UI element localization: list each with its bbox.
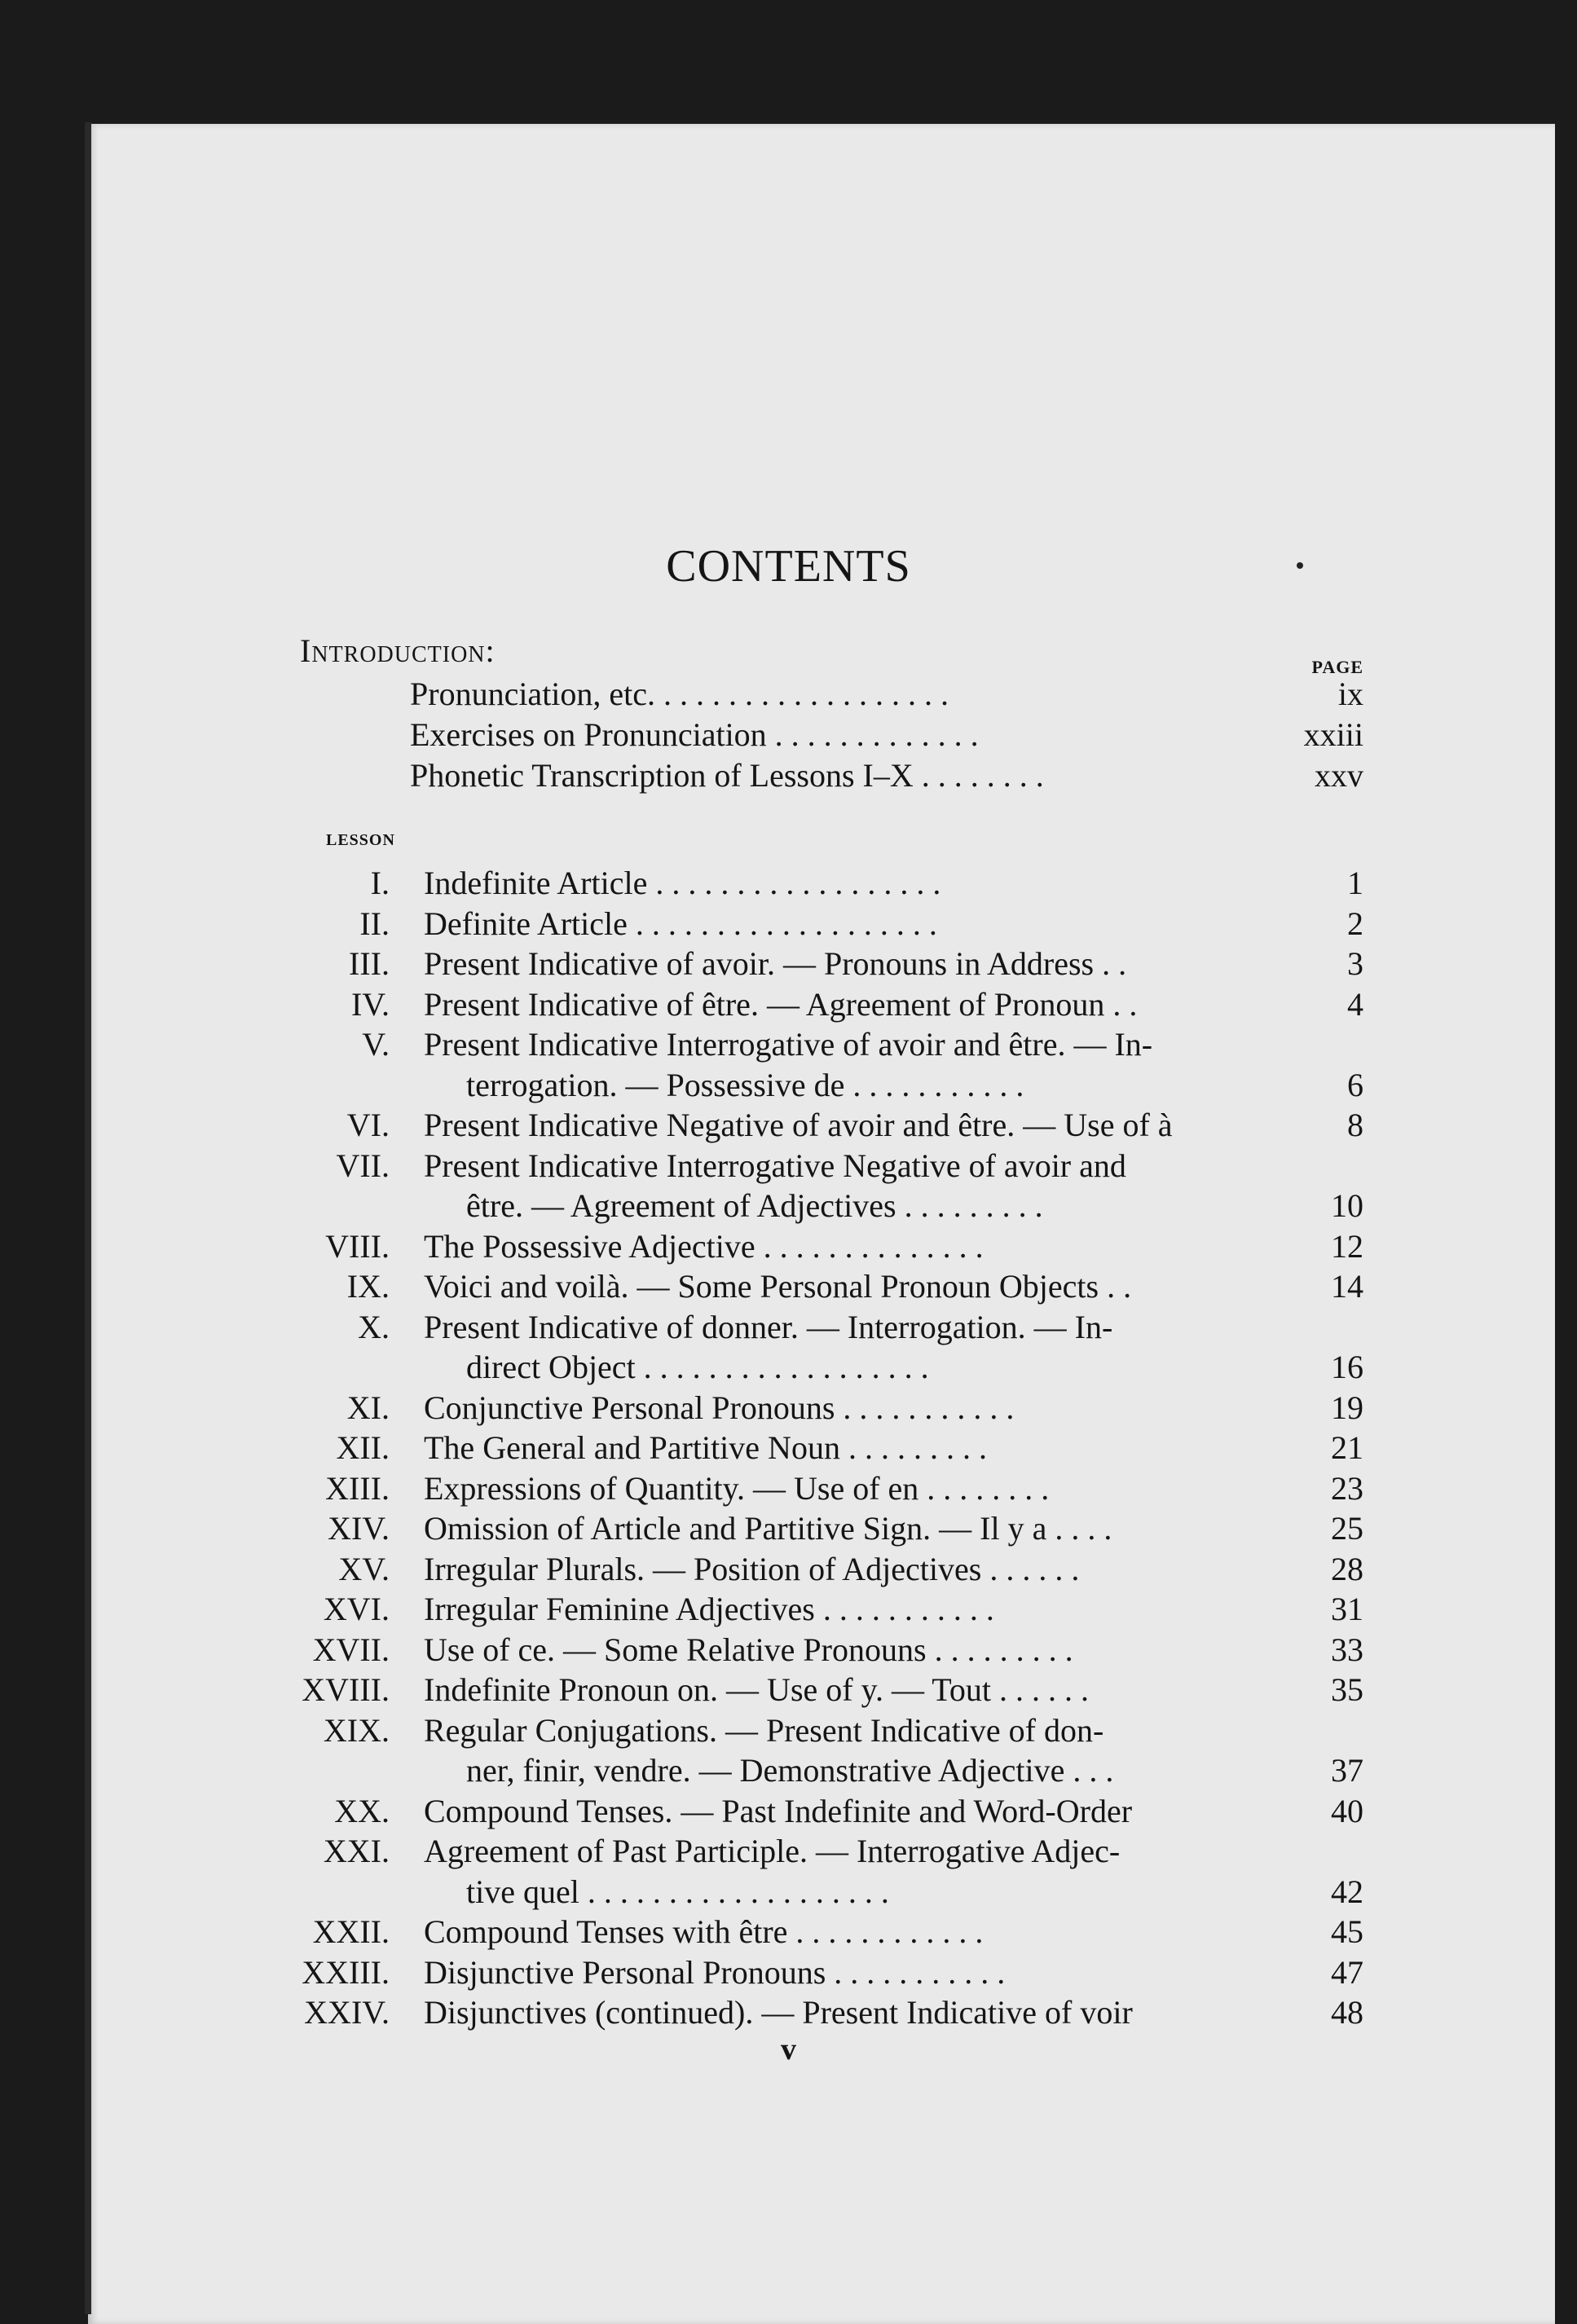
- lesson-page: 14: [1331, 1268, 1363, 1305]
- lesson-title: Present Indicative Interrogative Negative of avoir and: [424, 1147, 1126, 1184]
- lesson-title: terrogation. — Possessive de . . . . . . . . . . .: [466, 1066, 1024, 1103]
- lesson-page: 37: [1331, 1752, 1363, 1789]
- lesson-title: Indefinite Article . . . . . . . . . . . . . . . . . .: [424, 865, 941, 901]
- lesson-number: I.: [370, 865, 390, 901]
- lesson-title: The General and Partitive Noun . . . . . . . . .: [424, 1429, 987, 1466]
- lesson-line: [466, 1186, 1363, 1226]
- lesson-page: 25: [1331, 1510, 1363, 1547]
- lesson-line: [349, 944, 1363, 984]
- lesson-line: [323, 1711, 1363, 1750]
- lesson-line: [466, 1348, 1363, 1387]
- intro-item-text: Pronunciation, etc. . . . . . . . . . . . . . . . . . .: [410, 676, 949, 712]
- lesson-number: XXII.: [312, 1913, 390, 1950]
- lesson-line: [323, 1832, 1363, 1871]
- lesson-line: [346, 1389, 1363, 1428]
- lesson-page: 19: [1331, 1389, 1363, 1426]
- intro-item-text: Exercises on Pronunciation . . . . . . . . . . . . .: [410, 716, 979, 753]
- lesson-page: 6: [1347, 1066, 1363, 1103]
- lesson-page: 28: [1331, 1550, 1363, 1587]
- lesson-title: Present Indicative of avoir. — Pronouns in Address . .: [424, 945, 1127, 982]
- lesson-number: XVII.: [312, 1631, 390, 1668]
- lesson-title: Disjunctives (continued). — Present Indicative of voir: [424, 1994, 1133, 2031]
- lesson-number: V.: [362, 1026, 390, 1063]
- lesson-page: 45: [1331, 1913, 1363, 1950]
- lesson-line: [336, 1147, 1363, 1186]
- lesson-line: [336, 1428, 1363, 1468]
- lesson-line: [334, 1792, 1363, 1831]
- lesson-number: IX.: [346, 1268, 390, 1305]
- lesson-line: [312, 1631, 1363, 1670]
- page-title: CONTENTS: [666, 541, 911, 592]
- lesson-line: [359, 905, 1363, 944]
- intro-item-page: ix: [1337, 676, 1363, 712]
- lesson-number: XXIII.: [302, 1953, 390, 1991]
- lesson-title: Present Indicative Interrogative of avoir and être. — In-: [424, 1026, 1153, 1063]
- introduction-heading: Introduction:: [300, 632, 496, 669]
- lesson-title: Expressions of Quantity. — Use of en . . . . . . . .: [424, 1469, 1050, 1507]
- lesson-title: tive quel . . . . . . . . . . . . . . . . . . .: [466, 1873, 889, 1910]
- lesson-number: XX.: [334, 1792, 390, 1829]
- lesson-line: [323, 1590, 1363, 1629]
- lesson-number: XVIII.: [302, 1671, 390, 1708]
- lesson-page: 42: [1331, 1873, 1363, 1910]
- lesson-line: [304, 1993, 1363, 2032]
- lesson-title: Present Indicative of donner. — Interrogation. — In-: [424, 1308, 1113, 1345]
- lesson-number: II.: [359, 905, 390, 942]
- lesson-number: XV.: [338, 1550, 390, 1587]
- lesson-line: [466, 1751, 1363, 1790]
- lesson-title: direct Object . . . . . . . . . . . . . . . . . .: [466, 1349, 929, 1385]
- lesson-page: 40: [1331, 1792, 1363, 1829]
- lesson-title: Agreement of Past Participle. — Interrogative Adjec-: [424, 1833, 1121, 1869]
- lesson-column-heading: LESSON: [326, 831, 395, 849]
- lesson-page: 47: [1331, 1953, 1363, 1991]
- lesson-title: Irregular Feminine Adjectives . . . . . . . . . . .: [424, 1591, 994, 1627]
- lesson-page: 16: [1331, 1349, 1363, 1385]
- lesson-page: 23: [1331, 1469, 1363, 1507]
- page-number: v: [781, 2032, 796, 2067]
- lesson-line: [370, 864, 1363, 903]
- lesson-line: [466, 1066, 1363, 1105]
- lesson-number: XIX.: [323, 1711, 390, 1749]
- lesson-line: [325, 1469, 1363, 1508]
- lesson-line: [346, 1267, 1363, 1306]
- lesson-number: III.: [349, 945, 390, 982]
- lesson-page: 4: [1347, 985, 1363, 1023]
- lesson-number: XVI.: [323, 1591, 390, 1627]
- book-spine: [85, 122, 91, 2314]
- lesson-number: VI.: [346, 1107, 390, 1143]
- lesson-title: Conjunctive Personal Pronouns . . . . . . . . . . .: [424, 1389, 1015, 1426]
- lesson-page: 12: [1331, 1227, 1363, 1265]
- lesson-title: Present Indicative Negative of avoir and être. — Use of à: [424, 1107, 1173, 1143]
- lesson-title: The Possessive Adjective . . . . . . . . . . . . . .: [424, 1227, 984, 1265]
- lesson-page: 21: [1331, 1429, 1363, 1466]
- lesson-title: Definite Article . . . . . . . . . . . . . . . . . . .: [424, 905, 937, 942]
- lesson-title: ner, finir, vendre. — Demonstrative Adjective . . .: [466, 1752, 1114, 1789]
- lesson-title: Voici and voilà. — Some Personal Pronoun Objects . .: [424, 1268, 1132, 1305]
- lesson-number: XIII.: [325, 1469, 390, 1507]
- lesson-title: Present Indicative of être. — Agreement of Pronoun . .: [424, 985, 1138, 1023]
- lesson-line: [338, 1550, 1363, 1589]
- intro-item-page: xxv: [1315, 757, 1363, 794]
- lesson-title: Compound Tenses. — Past Indefinite and Word-Order: [424, 1792, 1133, 1829]
- intro-item-page: xxiii: [1303, 716, 1363, 753]
- lesson-line: [312, 1912, 1363, 1952]
- lesson-line: [346, 1106, 1363, 1145]
- lesson-number: XXIV.: [304, 1994, 390, 2031]
- lesson-page: 3: [1347, 945, 1363, 982]
- lesson-number: XII.: [336, 1429, 390, 1466]
- lesson-title: Irregular Plurals. — Position of Adjectives . . . . . .: [424, 1550, 1080, 1587]
- lesson-line: [325, 1227, 1363, 1266]
- lesson-title: Compound Tenses with être . . . . . . . . . . . .: [424, 1913, 984, 1950]
- lesson-line: [328, 1509, 1363, 1548]
- intro-item-text: Phonetic Transcription of Lessons I–X . . . . . . . .: [410, 757, 1044, 794]
- lesson-number: XIV.: [328, 1510, 390, 1547]
- lesson-page: 48: [1331, 1994, 1363, 2031]
- lesson-page: 10: [1331, 1187, 1363, 1224]
- lesson-number: X.: [358, 1308, 390, 1345]
- lesson-line: [466, 1873, 1363, 1912]
- lesson-page: 8: [1347, 1107, 1363, 1143]
- lesson-number: IV.: [350, 985, 390, 1023]
- lesson-line: [358, 1308, 1363, 1347]
- lesson-page: 1: [1347, 865, 1363, 901]
- lesson-title: être. — Agreement of Adjectives . . . . . . . . .: [466, 1187, 1043, 1224]
- lesson-title: Regular Conjugations. — Present Indicative of don-: [424, 1711, 1104, 1749]
- page-column-heading: PAGE: [1311, 657, 1363, 677]
- lesson-line: [302, 1670, 1363, 1710]
- lesson-line: [302, 1953, 1363, 1992]
- lesson-line: [350, 985, 1363, 1024]
- lesson-number: VII.: [336, 1147, 390, 1184]
- lesson-number: XI.: [346, 1389, 390, 1426]
- lesson-number: VIII.: [325, 1227, 390, 1265]
- lesson-number: XXI.: [323, 1833, 390, 1869]
- lesson-title: Use of ce. — Some Relative Pronouns . . . . . . . . .: [424, 1631, 1073, 1668]
- lesson-page: 31: [1331, 1591, 1363, 1627]
- lesson-title: Disjunctive Personal Pronouns . . . . . . . . . . .: [424, 1953, 1006, 1991]
- lesson-page: 35: [1331, 1671, 1363, 1708]
- lesson-page: 33: [1331, 1631, 1363, 1668]
- lesson-title: Omission of Article and Partitive Sign. — Il y a . . . .: [424, 1510, 1112, 1547]
- lesson-line: [362, 1025, 1363, 1064]
- lesson-page: 2: [1347, 905, 1363, 942]
- lesson-title: Indefinite Pronoun on. — Use of y. — Tout . . . . . .: [424, 1671, 1090, 1708]
